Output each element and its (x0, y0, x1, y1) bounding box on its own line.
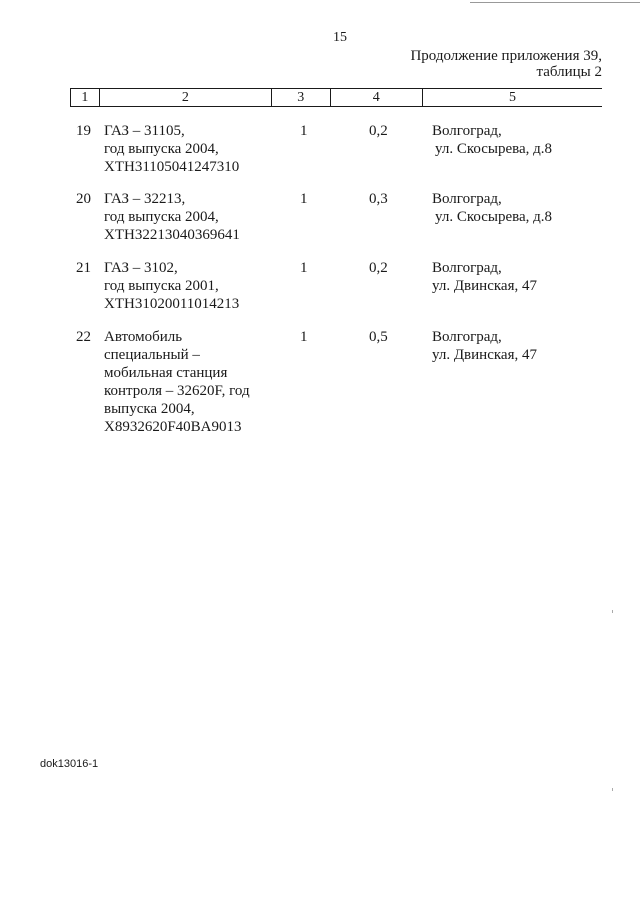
vehicle-line: ХТН31020011014213 (104, 296, 240, 312)
column-header-table (70, 88, 602, 107)
address (432, 259, 632, 295)
vehicle-line: год выпуска 2004, (104, 209, 219, 225)
address-line: Волгоград, (432, 191, 502, 207)
vehicle-line: ГАЗ – 31105, (104, 123, 185, 139)
address-line: Волгоград, (432, 260, 502, 276)
column-header-2: 2 (99, 89, 271, 107)
continuation-line-1: Продолжение приложения 39, (410, 48, 602, 64)
address (432, 328, 632, 364)
row-number: 22 (76, 329, 91, 345)
vehicle-line: выпуска 2004, (104, 401, 195, 417)
continuation-heading (410, 48, 602, 80)
column-header-4: 4 (330, 89, 422, 107)
vehicle-description (104, 259, 274, 313)
vehicle-line: ХТН32213040369641 (104, 227, 240, 243)
quantity: 1 (300, 260, 308, 276)
row-number: 20 (76, 191, 91, 207)
vehicle-line: год выпуска 2004, (104, 141, 219, 157)
document-code: dok13016-1 (40, 758, 99, 770)
address-line: Волгоград, (432, 329, 502, 345)
vehicle-line: год выпуска 2001, (104, 278, 219, 294)
quantity: 1 (300, 329, 308, 345)
vehicle-line: X8932620F40BA9013 (104, 419, 242, 435)
address-line: ул. Скосырева, д.8 (435, 209, 553, 225)
page-number: 15 (333, 30, 347, 45)
address-line: ул. Скосырева, д.8 (435, 141, 553, 157)
vehicle-line: ГАЗ – 32213, (104, 191, 186, 207)
scan-speck (612, 610, 613, 613)
value: 0,5 (369, 329, 388, 345)
column-header-3: 3 (271, 89, 330, 107)
vehicle-line: ХТН31105041247310 (104, 159, 240, 175)
top-scan-rule (470, 2, 640, 3)
address-line: ул. Двинская, 47 (432, 347, 537, 363)
scan-speck (612, 788, 613, 791)
vehicle-line: специальный – (104, 347, 200, 363)
value: 0,2 (369, 260, 388, 276)
vehicle-description (104, 328, 274, 436)
vehicle-description (104, 190, 274, 244)
address (432, 190, 632, 226)
value: 0,2 (369, 123, 388, 139)
quantity: 1 (300, 191, 308, 207)
row-number: 19 (76, 123, 91, 139)
vehicle-line: ГАЗ – 3102, (104, 260, 178, 276)
vehicle-line: Автомобиль (104, 329, 183, 345)
row-number: 21 (76, 260, 91, 276)
address-line: Волгоград, (432, 123, 502, 139)
vehicle-description (104, 122, 274, 176)
continuation-line-2: таблицы 2 (536, 64, 602, 80)
column-header-row (71, 89, 603, 107)
value: 0,3 (369, 191, 388, 207)
column-header-5: 5 (423, 89, 602, 107)
vehicle-line: мобильная станция (104, 365, 228, 381)
address (432, 122, 632, 158)
address-line: ул. Двинская, 47 (432, 278, 537, 294)
quantity: 1 (300, 123, 308, 139)
column-header-1: 1 (71, 89, 100, 107)
vehicle-line: контроля – 32620F, год (104, 383, 250, 399)
